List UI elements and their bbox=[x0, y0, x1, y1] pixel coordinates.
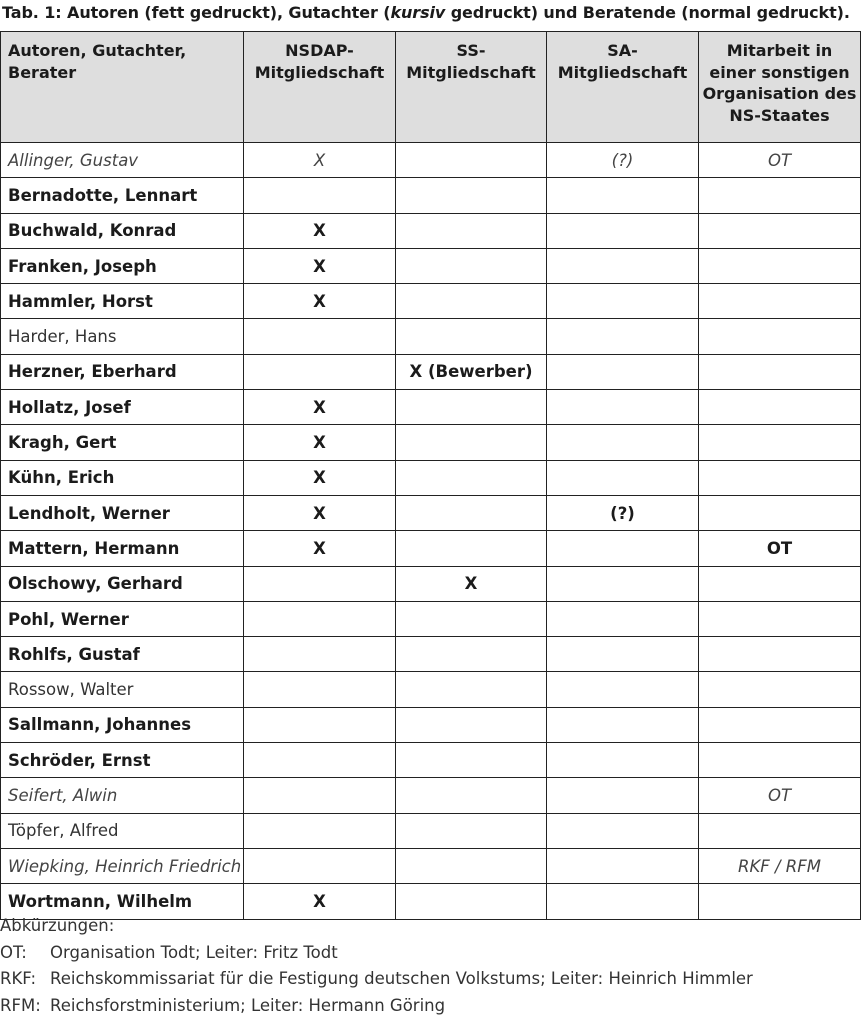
cell-name: Töpfer, Alfred bbox=[1, 813, 244, 848]
cell-name: Rohlfs, Gustaf bbox=[1, 637, 244, 672]
abbreviation-row bbox=[0, 966, 860, 993]
cell-other-org bbox=[699, 425, 861, 460]
cell-other-org bbox=[699, 813, 861, 848]
cell-sa bbox=[547, 566, 699, 601]
cell-ss bbox=[396, 637, 547, 672]
cell-name: Buchwald, Konrad bbox=[1, 213, 244, 248]
cell-ss bbox=[396, 143, 547, 178]
header-other-org bbox=[699, 32, 861, 143]
cell-sa bbox=[547, 531, 699, 566]
cell-ss bbox=[396, 707, 547, 742]
cell-nsdap bbox=[244, 178, 396, 213]
table-caption bbox=[2, 3, 850, 22]
cell-name: Lendholt, Werner bbox=[1, 495, 244, 530]
table-row bbox=[1, 848, 861, 883]
cell-sa bbox=[547, 213, 699, 248]
membership-table bbox=[0, 31, 861, 920]
cell-sa bbox=[547, 707, 699, 742]
header-sa bbox=[547, 32, 699, 143]
cell-other-org bbox=[699, 707, 861, 742]
cell-nsdap: X bbox=[244, 143, 396, 178]
cell-nsdap bbox=[244, 637, 396, 672]
cell-name: Schröder, Ernst bbox=[1, 743, 244, 778]
cell-name: Wiepking, Heinrich Friedrich bbox=[1, 848, 244, 883]
table-row bbox=[1, 601, 861, 636]
cell-other-org bbox=[699, 390, 861, 425]
cell-nsdap bbox=[244, 354, 396, 389]
header-ss bbox=[396, 32, 547, 143]
cell-ss bbox=[396, 601, 547, 636]
table-row bbox=[1, 143, 861, 178]
table-row bbox=[1, 707, 861, 742]
cell-ss: X bbox=[396, 566, 547, 601]
header-other-org-label: Mitarbeit in einer sonstigen Organisation des NS-Staates bbox=[702, 41, 857, 125]
cell-name: Harder, Hans bbox=[1, 319, 244, 354]
cell-ss bbox=[396, 743, 547, 778]
cell-sa bbox=[547, 778, 699, 813]
cell-name: Sallmann, Johannes bbox=[1, 707, 244, 742]
cell-name: Olschowy, Gerhard bbox=[1, 566, 244, 601]
cell-sa bbox=[547, 813, 699, 848]
cell-other-org: OT bbox=[699, 778, 861, 813]
cell-nsdap: X bbox=[244, 248, 396, 283]
cell-other-org: OT bbox=[699, 531, 861, 566]
cell-name: Hollatz, Josef bbox=[1, 390, 244, 425]
cell-name: Kühn, Erich bbox=[1, 460, 244, 495]
cell-other-org bbox=[699, 460, 861, 495]
header-nsdap bbox=[244, 32, 396, 143]
table-row bbox=[1, 425, 861, 460]
cell-nsdap bbox=[244, 566, 396, 601]
cell-other-org: OT bbox=[699, 143, 861, 178]
cell-sa bbox=[547, 672, 699, 707]
cell-ss bbox=[396, 672, 547, 707]
cell-sa bbox=[547, 425, 699, 460]
abbreviation-row bbox=[0, 940, 860, 967]
abbreviation-text: Reichskommissariat für die Festigung deutschen Volkstums; Leiter: Heinrich Himmler bbox=[50, 969, 753, 988]
abbreviations-title: Abkürzungen: bbox=[0, 916, 115, 935]
cell-ss bbox=[396, 284, 547, 319]
cell-name: Bernadotte, Lennart bbox=[1, 178, 244, 213]
table-row bbox=[1, 672, 861, 707]
cell-nsdap bbox=[244, 778, 396, 813]
table-row bbox=[1, 213, 861, 248]
cell-nsdap bbox=[244, 743, 396, 778]
header-names bbox=[1, 32, 244, 143]
abbreviation-key: OT: bbox=[0, 942, 27, 962]
abbreviations bbox=[0, 913, 860, 1019]
cell-sa bbox=[547, 354, 699, 389]
cell-other-org bbox=[699, 354, 861, 389]
abbreviation-text: Organisation Todt; Leiter: Fritz Todt bbox=[50, 942, 338, 962]
cell-nsdap bbox=[244, 707, 396, 742]
table-row bbox=[1, 390, 861, 425]
abbreviation-key: RKF: bbox=[0, 969, 37, 988]
cell-other-org bbox=[699, 743, 861, 778]
cell-name: Rossow, Walter bbox=[1, 672, 244, 707]
cell-name: Franken, Joseph bbox=[1, 248, 244, 283]
cell-sa bbox=[547, 178, 699, 213]
cell-ss bbox=[396, 390, 547, 425]
cell-ss bbox=[396, 495, 547, 530]
cell-name: Wortmann, Wilhelm bbox=[1, 884, 244, 919]
cell-name: Mattern, Hermann bbox=[1, 531, 244, 566]
cell-sa bbox=[547, 248, 699, 283]
cell-nsdap: X bbox=[244, 531, 396, 566]
cell-other-org bbox=[699, 637, 861, 672]
cell-nsdap: X bbox=[244, 884, 396, 919]
cell-name: Seifert, Alwin bbox=[1, 778, 244, 813]
table-row bbox=[1, 319, 861, 354]
cell-ss bbox=[396, 213, 547, 248]
header-nsdap-label: NSDAP- Mitgliedschaft bbox=[254, 41, 385, 82]
table-row bbox=[1, 354, 861, 389]
table-row bbox=[1, 495, 861, 530]
cell-nsdap bbox=[244, 813, 396, 848]
table-row bbox=[1, 743, 861, 778]
cell-nsdap bbox=[244, 848, 396, 883]
cell-ss bbox=[396, 178, 547, 213]
table-row bbox=[1, 248, 861, 283]
cell-ss bbox=[396, 425, 547, 460]
cell-ss bbox=[396, 778, 547, 813]
cell-other-org bbox=[699, 178, 861, 213]
header-names-label: Autoren, Gutachter, Berater bbox=[8, 41, 187, 82]
cell-nsdap: X bbox=[244, 390, 396, 425]
cell-sa bbox=[547, 743, 699, 778]
abbreviation-row bbox=[0, 993, 860, 1020]
cell-other-org bbox=[699, 601, 861, 636]
cell-sa: (?) bbox=[547, 495, 699, 530]
abbreviation-text: Reichsforstministerium; Leiter: Hermann Göring bbox=[50, 995, 446, 1015]
cell-nsdap: X bbox=[244, 284, 396, 319]
table-row bbox=[1, 531, 861, 566]
cell-nsdap: X bbox=[244, 213, 396, 248]
cell-sa bbox=[547, 637, 699, 672]
table-row bbox=[1, 778, 861, 813]
header-ss-label: SS- Mitgliedschaft bbox=[406, 41, 536, 82]
cell-nsdap bbox=[244, 319, 396, 354]
cell-other-org bbox=[699, 284, 861, 319]
cell-ss bbox=[396, 460, 547, 495]
cell-nsdap: X bbox=[244, 495, 396, 530]
table-row bbox=[1, 813, 861, 848]
cell-name: Allinger, Gustav bbox=[1, 143, 244, 178]
cell-name: Hammler, Horst bbox=[1, 284, 244, 319]
caption-italic: kursiv bbox=[390, 3, 446, 22]
cell-other-org: RKF / RFM bbox=[699, 848, 861, 883]
caption-suffix: gedruckt) und Beratende (normal gedruckt). bbox=[445, 3, 850, 22]
cell-name: Pohl, Werner bbox=[1, 601, 244, 636]
cell-sa bbox=[547, 284, 699, 319]
header-sa-label: SA- Mitgliedschaft bbox=[557, 41, 688, 82]
cell-other-org bbox=[699, 566, 861, 601]
cell-ss bbox=[396, 531, 547, 566]
table-row bbox=[1, 460, 861, 495]
cell-sa: (?) bbox=[547, 143, 699, 178]
cell-nsdap bbox=[244, 601, 396, 636]
cell-other-org bbox=[699, 495, 861, 530]
table-row bbox=[1, 284, 861, 319]
cell-nsdap: X bbox=[244, 425, 396, 460]
cell-other-org bbox=[699, 213, 861, 248]
cell-ss bbox=[396, 848, 547, 883]
cell-sa bbox=[547, 390, 699, 425]
abbreviation-key: RFM: bbox=[0, 995, 41, 1015]
cell-name: Herzner, Eberhard bbox=[1, 354, 244, 389]
cell-sa bbox=[547, 319, 699, 354]
cell-other-org bbox=[699, 248, 861, 283]
table-row bbox=[1, 637, 861, 672]
cell-other-org bbox=[699, 672, 861, 707]
cell-ss: X (Bewerber) bbox=[396, 354, 547, 389]
cell-nsdap bbox=[244, 672, 396, 707]
table-row bbox=[1, 566, 861, 601]
cell-sa bbox=[547, 460, 699, 495]
cell-nsdap: X bbox=[244, 460, 396, 495]
cell-other-org bbox=[699, 319, 861, 354]
table-body bbox=[1, 143, 861, 920]
cell-sa bbox=[547, 848, 699, 883]
caption-prefix: Tab. 1: Autoren (fett gedruckt), Gutachter ( bbox=[2, 3, 391, 22]
cell-ss bbox=[396, 319, 547, 354]
cell-name: Kragh, Gert bbox=[1, 425, 244, 460]
cell-ss bbox=[396, 813, 547, 848]
table-row bbox=[1, 178, 861, 213]
table-header-row bbox=[1, 32, 861, 143]
cell-sa bbox=[547, 601, 699, 636]
cell-ss bbox=[396, 248, 547, 283]
